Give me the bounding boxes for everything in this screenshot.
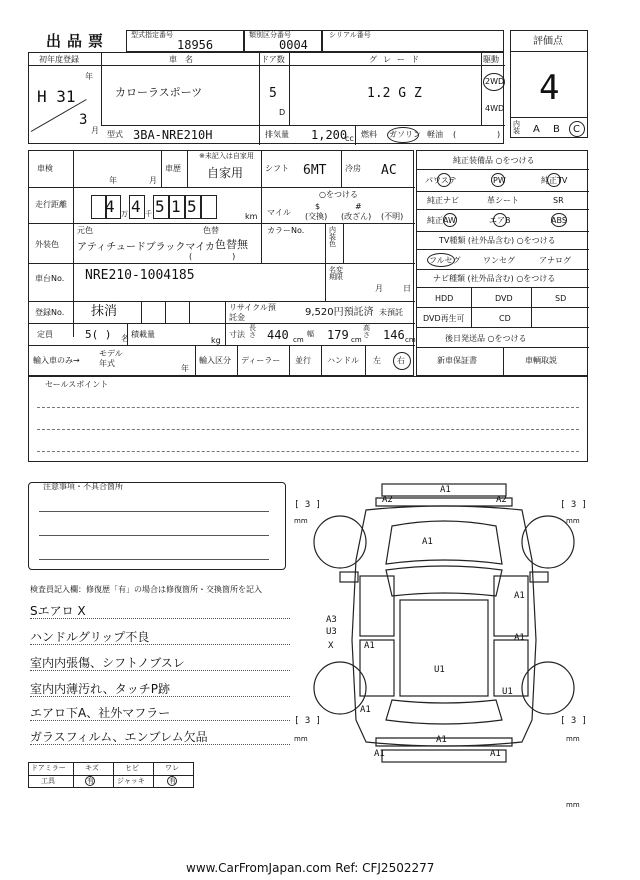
- steering-right: 右: [397, 356, 405, 365]
- interior-grade-a: A: [533, 124, 540, 135]
- class-code: 0004: [279, 38, 308, 52]
- first-reg-year-unit: 年: [85, 72, 93, 81]
- grade-value: 1.2 G Z: [367, 86, 422, 101]
- remark-3: 室内内張傷、シフトノブスレ: [30, 654, 290, 671]
- length-unit: cm: [293, 336, 304, 344]
- width-label: 幅: [307, 330, 314, 338]
- equip-airbag: エアB: [489, 216, 511, 225]
- first-reg-label: 初年度登録: [39, 55, 79, 64]
- remark-6: ガラスフィルム、エンブレム欠品: [30, 728, 290, 745]
- navi-dvd: DVD: [495, 294, 513, 303]
- diagram-mark-rear-bumper-left: A1: [374, 749, 385, 759]
- diagram-mark-left-door: A1: [364, 641, 375, 651]
- serial-box: [322, 30, 504, 52]
- equip-sunroof: SR: [553, 196, 564, 205]
- tv-fullseg: フルセグ: [429, 256, 461, 265]
- legend-scratch: キズ: [85, 764, 99, 772]
- tv-analog: アナログ: [539, 256, 571, 265]
- diagram-mark-rear-bumper-center: A1: [436, 735, 447, 745]
- navi-cd: CD: [499, 314, 511, 323]
- capacity-label: 定員: [37, 330, 53, 339]
- car-name-label: 車 名: [169, 55, 193, 64]
- exterior-color-label: 外装色: [35, 240, 59, 249]
- equipment-block: [416, 150, 588, 376]
- tread-front-left-unit: mm: [294, 517, 308, 525]
- mileage-sen-unit: 千: [145, 210, 152, 218]
- car-history-note: ※未記入は自家用: [199, 152, 254, 160]
- tread-rear-right-value: 3: [570, 716, 577, 726]
- interior-grade-b: B: [553, 124, 560, 135]
- mileage-man-unit: 万: [121, 210, 128, 218]
- first-reg-month-unit: 月: [91, 126, 99, 135]
- car-history-label: 車歴: [165, 164, 181, 173]
- chassis-label: 車台No.: [35, 274, 65, 283]
- later-warranty: 新車保証書: [437, 356, 477, 365]
- name-change-label: 名変期限: [329, 266, 343, 281]
- mileage-dollar: $: [315, 202, 321, 211]
- legend-crack: ヒビ: [125, 764, 139, 772]
- drive-2wd: 2WD: [485, 77, 505, 86]
- legend-table: [28, 762, 194, 788]
- diagram-mark-front-grille: A1: [440, 485, 451, 495]
- load-capacity-unit: kg: [211, 336, 221, 345]
- model-code-box: [126, 30, 244, 52]
- drive-label: 駆動: [483, 55, 499, 64]
- import-label: 輸入車のみ→: [33, 356, 80, 365]
- equipment-title: 純正装備品 ○をつける: [453, 156, 535, 165]
- equip-genuine-tv: 純正TV: [541, 176, 568, 185]
- model-code: 18956: [177, 38, 214, 52]
- tv-type-title: TV種類 (社外品含む) ○をつける: [439, 236, 556, 245]
- details-block: [28, 150, 414, 376]
- model-year-label: モデル年式: [99, 349, 123, 368]
- sales-point-block: [28, 376, 588, 462]
- fuel-diesel: 軽油: [427, 130, 443, 139]
- diagram-mark-left-rear-quarter: A1: [360, 705, 371, 715]
- diagram-mark-right-rear-door: A1: [514, 633, 525, 643]
- inspection-month-unit: 月: [149, 176, 157, 185]
- fuel-label: 燃料: [361, 130, 377, 139]
- legend-tools-yes: 有: [87, 777, 94, 785]
- diagram-mark-roof: U1: [434, 665, 445, 675]
- later-shipment-title: 後日発送品 ○をつける: [445, 334, 527, 343]
- navi-dvd-play: DVD再生可: [423, 314, 465, 323]
- footer-ref: www.CarFromJapan.com Ref: CFJ2502277: [186, 861, 435, 875]
- fuel-paren-right: ): [497, 130, 501, 139]
- equip-genuine-navi: 純正ナビ: [427, 196, 459, 205]
- tread-rear-right: [ 3 ]: [560, 716, 588, 726]
- model-code-label: 型式指定番号: [131, 31, 173, 39]
- length-label: 長さ: [249, 324, 256, 339]
- tread-rear-left-value: 3: [304, 716, 311, 726]
- height-unit: cm: [405, 336, 416, 344]
- legend-door-mirror: ドアミラー: [31, 764, 66, 772]
- original-color: アティチュードブラックマイカ: [77, 242, 215, 253]
- width: 179: [327, 328, 349, 342]
- height: 146: [383, 328, 405, 342]
- sales-point-label: セールスポイント: [45, 380, 109, 389]
- dimensions-label: 寸法: [229, 330, 245, 339]
- grade-label: グレード: [369, 55, 425, 64]
- later-manual: 車輌取説: [525, 356, 557, 365]
- recycle-unpaid: 未預託: [379, 308, 403, 317]
- tread-front-right-value: 3: [570, 500, 577, 510]
- name-change-month: 月: [375, 284, 383, 293]
- car-history: 自家用: [207, 166, 244, 180]
- tread-front-left-value: 3: [304, 500, 311, 510]
- mileage-exchange: (交換): [305, 212, 328, 221]
- navi-hdd: HDD: [435, 294, 454, 303]
- diagram-mark-hood: A1: [422, 537, 433, 547]
- tread-front-right: [ 3 ]: [560, 500, 588, 510]
- registration-label: 登録No.: [35, 308, 65, 317]
- model-year-unit: 年: [181, 364, 189, 373]
- registration: 抹消: [91, 304, 118, 319]
- shift: 6MT: [303, 163, 327, 178]
- tread-rear-left-unit: mm: [294, 735, 308, 743]
- legend-tools: 工具: [41, 777, 55, 785]
- navi-type-title: ナビ種類 (社外品含む) ○をつける: [433, 274, 556, 283]
- mileage-km-unit: km: [245, 212, 258, 221]
- evaluation-label: 評価点: [533, 36, 563, 47]
- first-reg-month: 3: [79, 112, 88, 128]
- interior-grade-c: C: [573, 124, 580, 135]
- equip-power-window: PW: [493, 176, 506, 185]
- door-count-sub: D: [279, 108, 286, 117]
- width-unit: cm: [351, 336, 362, 344]
- equip-abs: ABS: [551, 216, 567, 225]
- mileage-unknown: (不明): [381, 212, 404, 221]
- mileage-digit-5: 5: [187, 197, 197, 216]
- diagram-mark-right-rear-wheel: U1: [502, 687, 513, 697]
- diagram-mark-right-front-door: A1: [514, 591, 525, 601]
- displacement-label: 排気量: [265, 130, 289, 139]
- recycle-label: リサイクル預託金: [229, 303, 276, 322]
- mileage-note: ○をつける: [319, 190, 358, 199]
- tread-front-left: [ 3 ]: [294, 500, 322, 510]
- tread-front-right-unit: mm: [566, 517, 580, 525]
- tread-spare-unit: mm: [566, 801, 580, 809]
- inspection-year-unit: 年: [109, 176, 117, 185]
- sheet-header: [28, 30, 504, 52]
- remark-5: エアロ下A、社外マフラー: [30, 704, 290, 721]
- mileage-hash: #: [355, 202, 362, 211]
- class-code-box: [244, 30, 322, 52]
- diagram-mark-left-front-wing-x: X: [328, 641, 334, 651]
- class-code-label: 類別区分番号: [249, 31, 291, 39]
- inspection-label: 車検: [37, 164, 53, 173]
- ac: AC: [381, 163, 397, 178]
- diagram-mark-front-bumper-right: A2: [496, 495, 507, 505]
- color-change-label: 色替: [203, 226, 219, 235]
- notes-box: [28, 482, 286, 570]
- door-count-label: ドア数: [261, 55, 285, 64]
- chassis-number: NRE210-1004185: [85, 268, 195, 283]
- interior-color-label: 内装色: [329, 226, 336, 248]
- length: 440: [267, 328, 289, 342]
- ac-label: 冷房: [345, 164, 361, 173]
- serial-label: シリアル番号: [329, 31, 371, 39]
- height-label: 高さ: [363, 324, 370, 339]
- mileage-tamper: (改ざん): [341, 212, 372, 221]
- mileage-mile: マイル: [267, 208, 291, 217]
- legend-jack: ジャッキ: [117, 777, 145, 785]
- mileage-label: 走行距離: [35, 200, 67, 209]
- equip-alloy-wheel: 純正AW: [427, 216, 456, 225]
- interior-grade-label: 内装: [513, 120, 520, 135]
- recycle-deposit: 9,520円預託済: [305, 307, 374, 318]
- notes-label: 注意事項・不具合箇所: [43, 482, 123, 491]
- color-change-paren: ( ): [189, 252, 236, 261]
- remark-1: Sエアロ X: [30, 602, 290, 619]
- shift-label: シフト: [265, 164, 289, 173]
- steering-left: 左: [373, 356, 381, 365]
- tread-rear-right-unit: mm: [566, 735, 580, 743]
- car-damage-diagram: [296, 480, 592, 810]
- navi-sd: SD: [555, 294, 567, 303]
- tread-rear-left: [ 3 ]: [294, 716, 322, 726]
- import-dealer: ディーラー: [241, 356, 281, 365]
- mileage-digit-1: 4: [105, 197, 115, 216]
- original-color-label: 元色: [77, 226, 93, 235]
- first-reg-era: H 31: [37, 87, 76, 106]
- door-count: 5: [269, 86, 277, 101]
- load-capacity-label: 積載量: [131, 330, 155, 339]
- capacity: 5( ): [85, 328, 112, 341]
- diagram-mark-rear-bumper-right: A1: [490, 749, 501, 759]
- diagram-mark-left-front-wing-u3: U3: [326, 627, 337, 637]
- capacity-unit: 名: [121, 334, 129, 343]
- remark-4: 室内内薄汚れ、タッチP跡: [30, 680, 290, 697]
- equip-power-steering: パワステ: [425, 176, 457, 185]
- model-type: 3BA-NRE210H: [133, 128, 213, 142]
- sheet-title: 出品票: [46, 32, 110, 50]
- color-number-label: カラーNo.: [267, 226, 305, 235]
- car-name: カローラスポーツ: [115, 86, 203, 99]
- mileage-digit-4: 1: [171, 197, 181, 216]
- mileage-digit-2: 4: [131, 197, 141, 216]
- model-type-label: 型式: [107, 130, 123, 139]
- import-division-label: 輸入区分: [199, 356, 231, 365]
- displacement-unit: cc: [345, 134, 354, 143]
- mileage-digit-3: 5: [155, 197, 165, 216]
- remark-2: ハンドルグリップ不良: [30, 628, 290, 645]
- diagram-mark-left-front-wing-a3: A3: [326, 615, 337, 625]
- diagram-mark-front-bumper-left: A2: [382, 495, 393, 505]
- tv-oneseg: ワンセグ: [483, 256, 515, 265]
- displacement: 1,200: [311, 128, 348, 142]
- legend-jack-yes: 有: [169, 777, 176, 785]
- name-change-day: 日: [403, 284, 411, 293]
- steering-label: ハンドル: [327, 356, 359, 365]
- fuel-paren-left: (: [453, 130, 457, 139]
- drive-4wd: 4WD: [485, 104, 505, 113]
- evaluation-score: 4: [539, 68, 560, 108]
- color-change: 色替無: [215, 238, 248, 251]
- equip-leather-seat: 革シート: [487, 196, 519, 205]
- vehicle-info-block: [28, 52, 504, 144]
- import-parallel: 並行: [295, 356, 311, 365]
- inspector-label: 検査員記入欄：修復歴「有」の場合は修復箇所・交換箇所を記入: [30, 585, 262, 594]
- evaluation-box: [510, 30, 588, 138]
- legend-break: ワレ: [165, 764, 179, 772]
- fuel-gasoline: ガソリン: [389, 130, 421, 139]
